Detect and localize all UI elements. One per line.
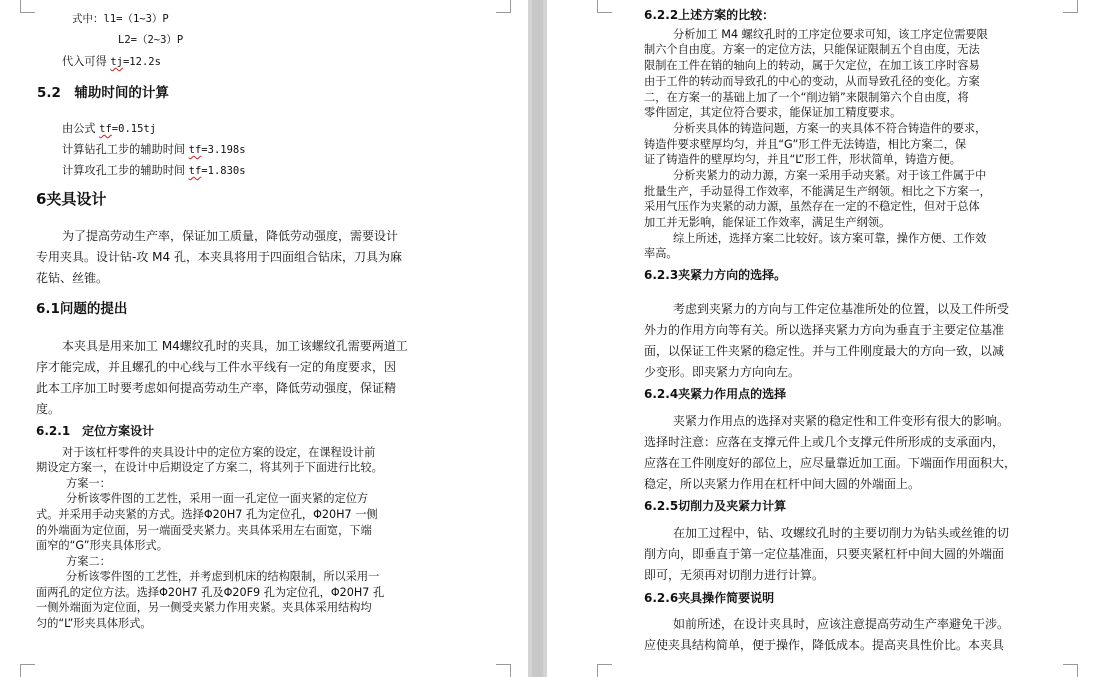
paragraph-line: 加工并无影响，能保证工作效率，满足生产纲领。 (644, 216, 891, 229)
tf-var: tf (188, 144, 202, 156)
paragraph-line: 率高。 (644, 247, 678, 260)
paragraph-line: 度。 (36, 402, 61, 416)
paragraph-line: 综上所述，选择方案二比较好。该方案可靠，操作方便、工作效 (673, 232, 987, 245)
paragraph-line: 此本工序加工时要考虑如何提高劳动生产率，降低劳动强度，保证精 (36, 381, 397, 395)
paragraph-line: 铸造件要求壁厚均匀，并且“G”形工件无法铸造，相比方案二，保 (644, 138, 967, 151)
paragraph-line: 批量生产，手动显得工作效率，不能满足生产纲领。相比之下方案一， (644, 185, 991, 198)
crop-mark (20, 0, 35, 13)
page-gutter-shadow (532, 0, 543, 677)
paragraph-line: 夹紧力作用点的选择对夹紧的稳定性和工件变形有很大的影响。 (673, 414, 1010, 428)
paragraph-line: 制六个自由度。方案一的定位方法，只能保证限制五个自由度，无法 (644, 43, 980, 56)
take-var: tj (110, 56, 123, 68)
section-6-2-5-heading: 6.2.5切削力及夹紧力计算 (644, 499, 787, 513)
tap-aux-time-line (62, 164, 246, 178)
crop-mark (597, 664, 612, 677)
drill-aux-time-line (62, 143, 246, 157)
take-label: 代入可得 (62, 55, 107, 68)
paragraph-line: 如前所述，在设计夹具时，应该注意提高劳动生产率避免干涉。 (673, 617, 1010, 631)
paragraph-line: 二，在方案一的基础上加了一个“削边销”来限制第六个自由度，将 (644, 91, 969, 104)
paragraph-line: 稳定，所以夹紧力作用在杠杆中间大圆的外端面上。 (644, 477, 921, 491)
by-formula-label: 由公式 (62, 122, 96, 135)
paragraph-line: 外力的作用方向等有关。所以选择夹紧力方向为垂直于主要定位基准 (644, 323, 1005, 337)
paragraph-line: 削方向，即垂直于第一定位基准面，只要夹紧杠杆中间大圆的外端面 (644, 547, 1005, 561)
left-page (0, 0, 528, 677)
drill-aux-value: =3.198s (201, 144, 246, 156)
paragraph-line: 即可，无须再对切削力进行计算。 (644, 568, 825, 582)
paragraph-line: 证了铸造件的壁厚均匀，并且“L”形工件，形状简单，铸造方便。 (644, 153, 961, 166)
section-6-2-3-heading: 6.2.3夹紧力方向的选择。 (644, 268, 787, 282)
paragraph-line: 为了提高劳动生产率，保证加工质量，降低劳动强度，需要设计 (62, 229, 399, 243)
section-6-2-4-heading: 6.2.4夹紧力作用点的选择 (644, 387, 787, 401)
tf-formula-line (62, 122, 156, 136)
paragraph-line: 匀的“L”形夹具体形式。 (36, 617, 152, 630)
crop-mark (496, 664, 511, 677)
crop-mark (1063, 664, 1078, 677)
formula-l1: 式中：l1=（1~3）P (72, 13, 169, 25)
paragraph-line: 期设定方案一，在设计中后期设定了方案二，将其列于下面进行比较。 (36, 461, 383, 474)
formula-l2: L2=（2~3）P (118, 34, 184, 46)
take-line (62, 55, 161, 69)
section-5-2-heading: 5.2 辅助时间的计算 (37, 85, 169, 101)
paragraph-line: 少变形。即夹紧力方向向左。 (644, 365, 801, 379)
drill-aux-label: 计算钻孔工步的辅助时间 (62, 143, 186, 156)
section-6-2-2-heading: 6.2.2上述方案的比较： (644, 8, 775, 22)
paragraph-line: 选择时注意：应落在支撑元件上或几个支撑元件所形成的支承面内， (644, 435, 1005, 449)
crop-mark (597, 0, 612, 13)
paragraph-line: 对于该杠杆零件的夹具设计中的定位方案的设定，在课程设计前 (62, 446, 376, 459)
paragraph-line: 限制在工件在销的轴向上的转动，属于欠定位，在加工该工序时容易 (644, 59, 980, 72)
tf-var: tf (99, 123, 112, 135)
paragraph-line: 分析加工 M4 螺纹孔时的工序定位要求可知，该工序定位需要限 (673, 28, 988, 41)
paragraph-line: 序才能完成，并且螺孔的中心线与工件水平线有一定的角度要求，因 (36, 360, 397, 374)
tap-aux-value: =1.830s (201, 165, 246, 177)
paragraph-line: 分析夹紧力的动力源，方案一采用手动夹紧。对于该工件属于中 (673, 169, 987, 182)
take-suffix: =12.2s (122, 56, 161, 68)
paragraph-line: 一侧外端面为定位面，另一侧受夹紧力作用夹紧。夹具体采用结构均 (36, 601, 372, 614)
paragraph-line: 面窄的“G”形夹具体形式。 (36, 539, 168, 552)
crop-mark (20, 664, 35, 677)
paragraph-line: 面，以保证工件夹紧的稳定性。并与工件刚度最大的方向一致，以减 (644, 344, 1005, 358)
paragraph-line: 本夹具是用来加工 M4螺纹孔时的夹具，加工该螺纹孔需要两道工 (62, 339, 408, 353)
paragraph-line: 零件固定，其定位符合要求，能保证加工精度要求。 (644, 106, 902, 119)
paragraph-line: 应使夹具结构简单，便于操作，降低成本。提高夹具性价比。本夹具 (644, 638, 1005, 652)
right-page (547, 0, 1093, 677)
crop-mark (1063, 0, 1078, 13)
section-6-1-heading: 6.1问题的提出 (36, 301, 128, 317)
section-6-2-1-heading: 6.2.1 定位方案设计 (36, 424, 155, 438)
tf-var: tf (188, 165, 202, 177)
paragraph-line: 分析该零件图的工艺性，采用一面一孔定位一面夹紧的定位方 (66, 492, 369, 505)
tf-formula: =0.15tj (111, 123, 157, 135)
tap-aux-label: 计算攻孔工步的辅助时间 (62, 164, 186, 177)
paragraph-line: 在加工过程中，钻、攻螺纹孔时的主要切削力为钻头或丝锥的切 (673, 526, 1010, 540)
paragraph-line: 由于工件的转动而导致孔的中心的变动，从而导致孔径的变化。方案 (644, 75, 980, 88)
paragraph-line: 花钻、丝锥。 (36, 271, 109, 285)
plan-2-title: 方案二： (66, 555, 111, 568)
paragraph-line: 分析该零件图的工艺性，并考虑到机床的结构限制，所以采用一 (66, 570, 380, 583)
section-6-2-6-heading: 6.2.6夹具操作简要说明 (644, 591, 775, 605)
plan-1-title: 方案一： (66, 477, 111, 490)
paragraph-line: 的外端面为定位面，另一端面受夹紧力。夹具体采用左右面宽，下端 (36, 524, 372, 537)
paragraph-line: 式。并采用手动夹紧的方式。选择Φ20H7 孔为定位孔，Φ20H7 一侧 (36, 508, 378, 521)
paragraph-line: 面两孔的定位方法。选择Φ20H7 孔及Φ20F9 孔为定位孔，Φ20H7 孔 (36, 586, 385, 599)
section-6-heading: 6夹具设计 (36, 190, 107, 208)
paragraph-line: 分析夹具体的铸造问题，方案一的夹具体不符合铸造件的要求， (673, 122, 987, 135)
paragraph-line: 应落在工件刚度好的部位上，应尽量靠近加工面。下端面作用面积大， (644, 456, 1017, 470)
paragraph-line: 考虑到夹紧力的方向与工件定位基准所处的位置，以及工件所受 (673, 302, 1010, 316)
paragraph-line: 采用气压作为夹紧的动力源，虽然存在一定的不稳定性，但对于总体 (644, 200, 980, 213)
paragraph-line: 专用夹具。设计钻-攻 M4 孔，本夹具将用于四面组合钻床，刀具为麻 (36, 250, 402, 264)
crop-mark (496, 0, 511, 13)
